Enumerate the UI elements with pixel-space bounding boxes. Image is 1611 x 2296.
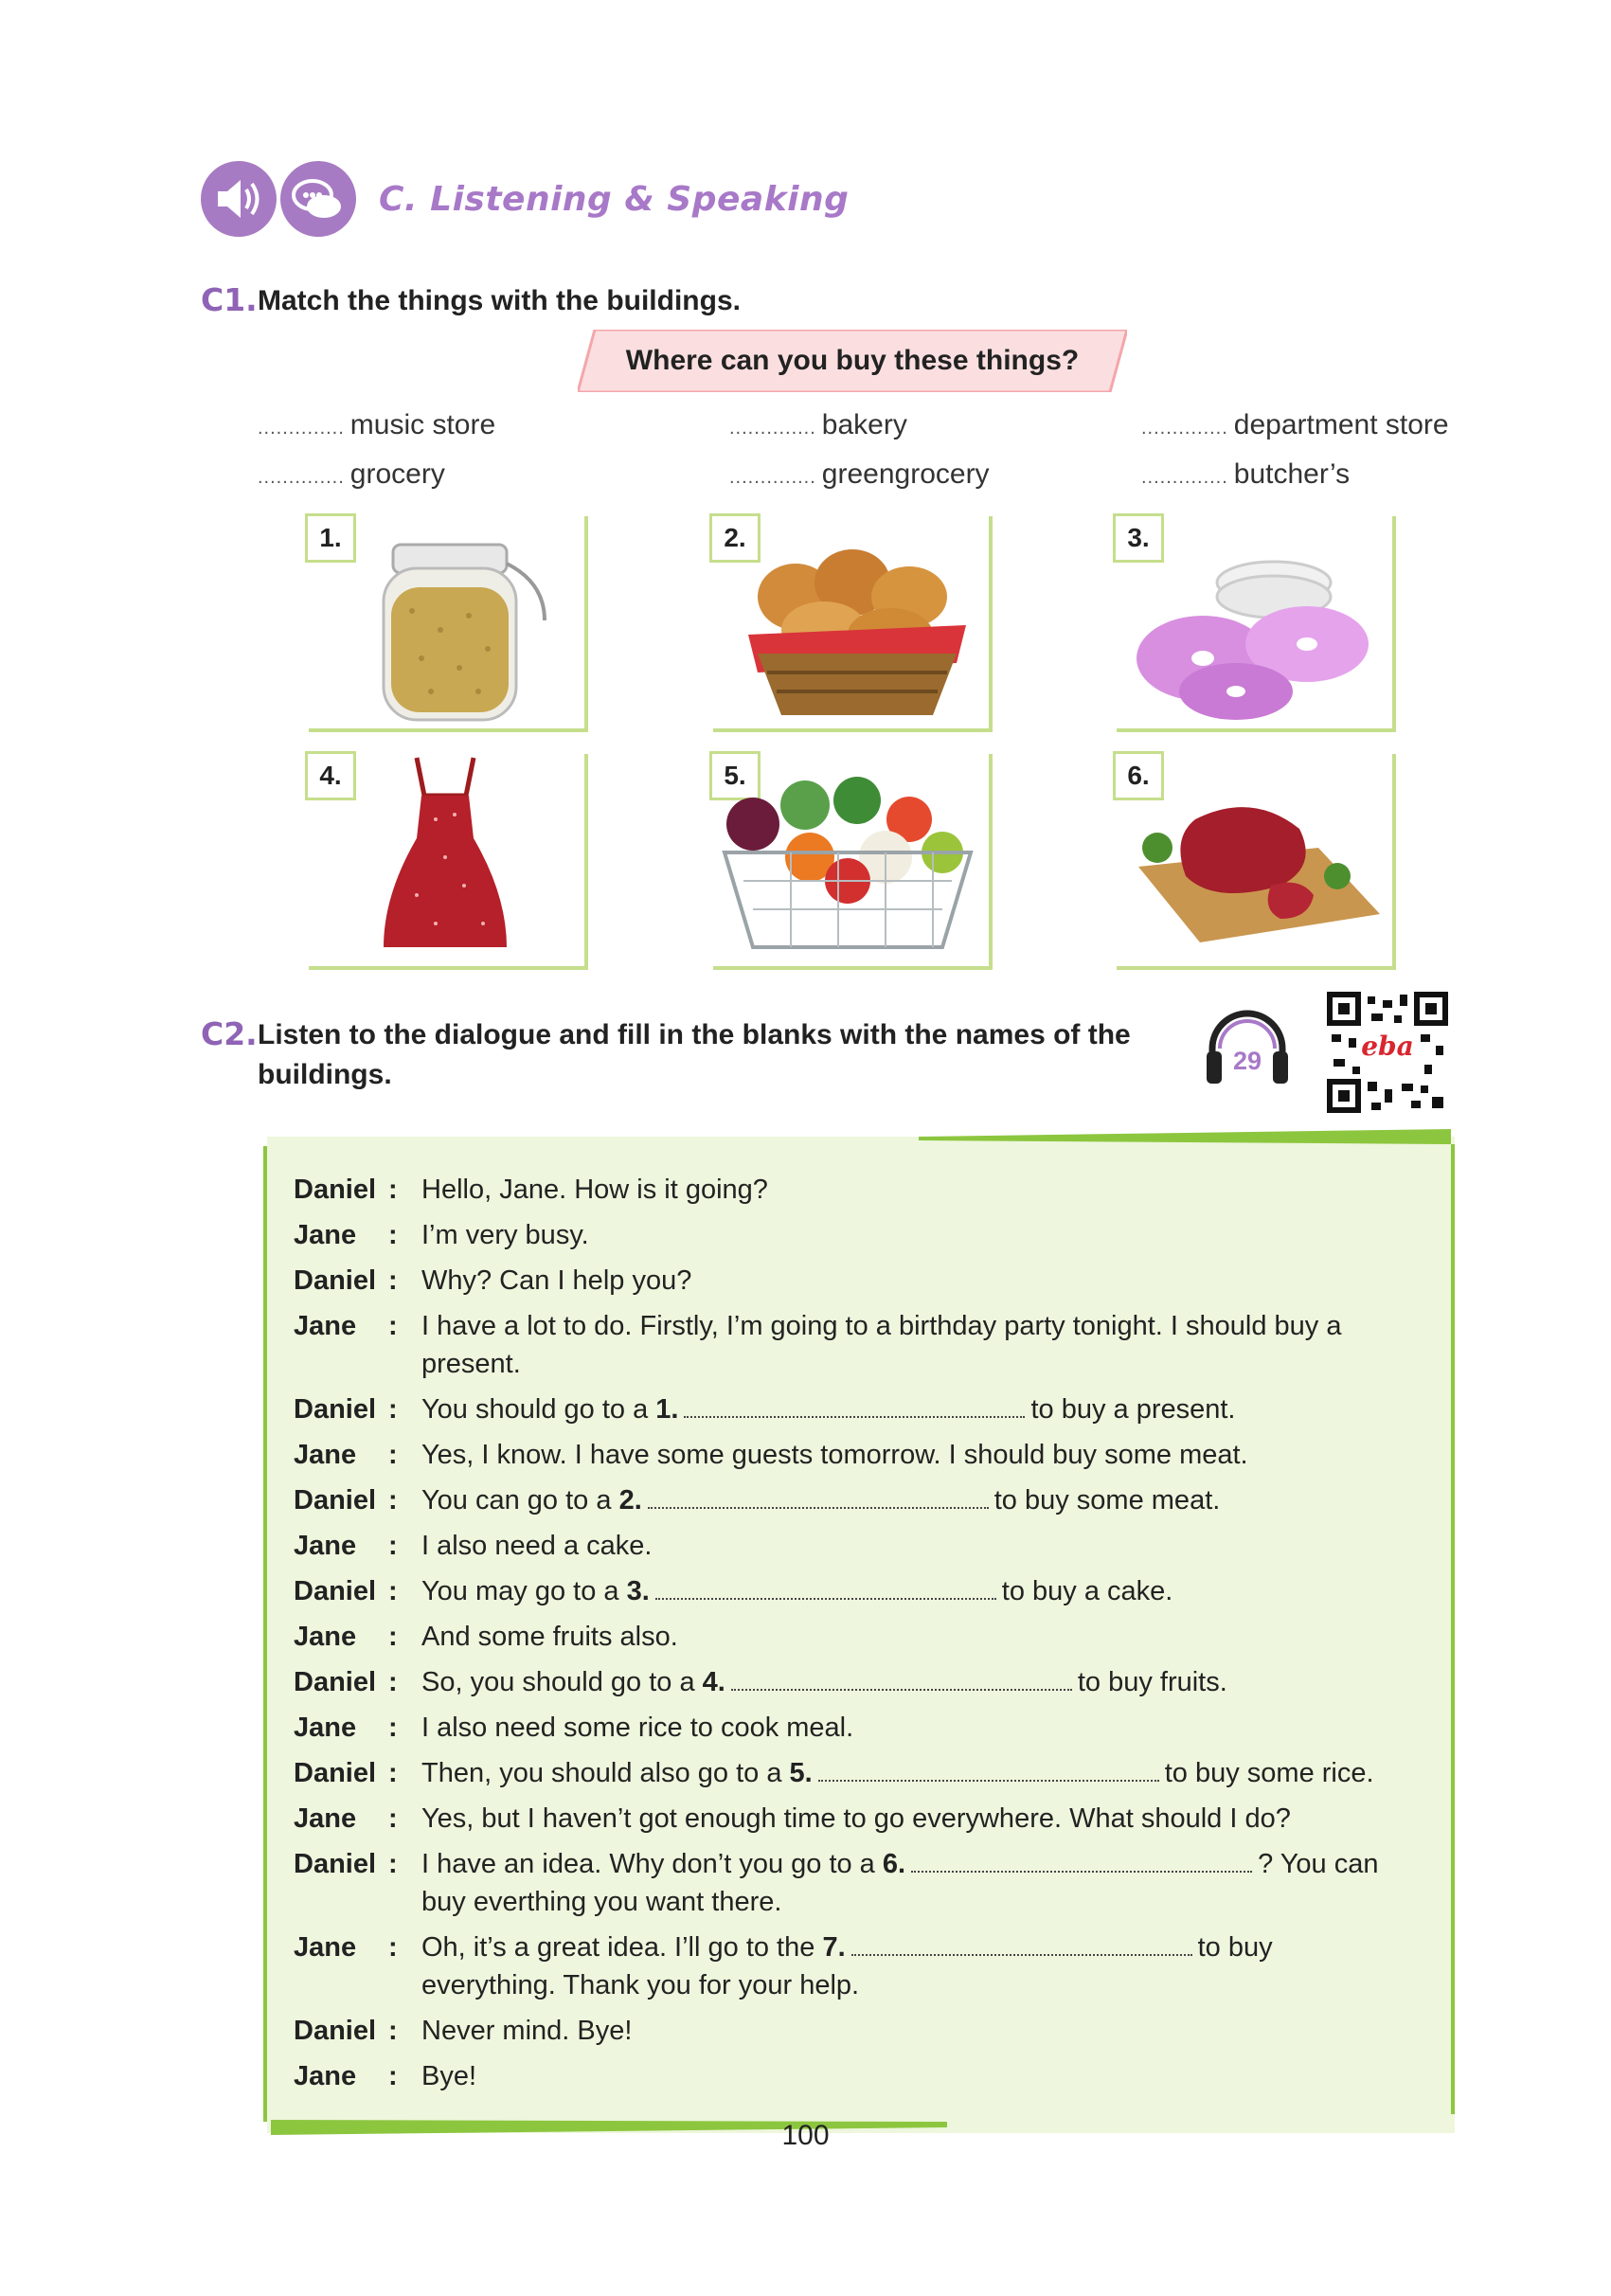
blank-number: 3. bbox=[626, 1576, 650, 1606]
dialogue-text bbox=[421, 1800, 1397, 1838]
dialogue-text-before: You should go to a bbox=[421, 1394, 656, 1425]
dialogue-text bbox=[421, 1390, 1397, 1428]
speaker-name: Daniel bbox=[294, 2016, 377, 2046]
section-title: C. Listening & Speaking bbox=[379, 180, 850, 219]
meat-on-board-icon bbox=[1119, 791, 1389, 952]
dialogue-text bbox=[421, 2012, 1397, 2050]
chat-bubble-icon bbox=[280, 161, 356, 237]
dialogue-text-before: You can go to a bbox=[421, 1485, 619, 1516]
page-number: 100 bbox=[781, 2120, 830, 2151]
speaker-name: Daniel bbox=[294, 1849, 377, 1879]
dialogue-text-after: to buy a cake. bbox=[1001, 1576, 1173, 1606]
dialogue-text-before: Never mind. Bye! bbox=[421, 2016, 633, 2046]
fill-in-blank[interactable] bbox=[818, 1757, 1159, 1782]
dialogue-text bbox=[421, 1307, 1397, 1383]
speaker-name: Jane bbox=[294, 1311, 357, 1341]
dialogue-text bbox=[421, 2057, 1397, 2095]
dialogue-text-before: I’m very busy. bbox=[421, 1220, 589, 1250]
qr-eba-logo: eba bbox=[1361, 1031, 1414, 1062]
dialogue-text bbox=[421, 1663, 1397, 1701]
option-butchers[interactable]: .............. butcher’s bbox=[1141, 458, 1351, 490]
option-greengrocery[interactable]: .............. greengrocery bbox=[729, 458, 990, 490]
speaker-colon: : bbox=[388, 2061, 398, 2091]
dialogue-text-before: Then, you should also go to a bbox=[421, 1758, 790, 1788]
speaker-icon bbox=[201, 161, 277, 237]
speaker-colon: : bbox=[388, 1713, 398, 1743]
option-department-store[interactable]: .............. department store bbox=[1141, 409, 1449, 440]
vegetable-basket-icon bbox=[715, 767, 980, 957]
speaker-name: Daniel bbox=[294, 1758, 377, 1788]
banner-question: Where can you buy these things? bbox=[625, 345, 1080, 376]
fill-in-blank[interactable] bbox=[684, 1393, 1025, 1418]
dialogue-text-before: I also need a cake. bbox=[421, 1531, 653, 1561]
dialogue-text bbox=[421, 1928, 1397, 2004]
item-number-6: 6. bbox=[1113, 751, 1164, 800]
option-grocery[interactable]: .............. grocery bbox=[258, 458, 445, 490]
bread-basket-icon bbox=[739, 540, 976, 720]
dialogue-text bbox=[421, 1481, 1397, 1519]
speaker-colon: : bbox=[388, 1394, 398, 1425]
dialogue-text bbox=[421, 1845, 1397, 1921]
speaker-name: Jane bbox=[294, 1220, 357, 1250]
speaker-colon: : bbox=[388, 1576, 398, 1606]
speaker-colon: : bbox=[388, 1622, 398, 1652]
dialogue-text-after: to buy some meat. bbox=[993, 1485, 1221, 1516]
speaker-name: Daniel bbox=[294, 1265, 377, 1296]
speaker-name: Jane bbox=[294, 1932, 357, 1963]
speaker-colon: : bbox=[388, 1932, 398, 1963]
option-music-store[interactable]: .............. music store bbox=[258, 409, 496, 440]
dialogue-text-before: You may go to a bbox=[421, 1576, 627, 1606]
fill-in-blank[interactable] bbox=[648, 1484, 989, 1509]
fill-in-blank[interactable] bbox=[911, 1848, 1252, 1873]
c1-number: C1. bbox=[201, 281, 258, 318]
dialogue-text-after: to buy some rice. bbox=[1164, 1758, 1374, 1788]
item-number-3: 3. bbox=[1113, 513, 1164, 563]
dialogue-text-before: I have a lot to do. Firstly, I’m going to a birthday party tonight. I should buy a present. bbox=[421, 1311, 1342, 1379]
dialogue-text-after: to buy a present. bbox=[1030, 1394, 1236, 1425]
speaker-name: Daniel bbox=[294, 1576, 377, 1606]
dialogue-text-before: I also need some rice to cook meal. bbox=[421, 1713, 854, 1743]
cds-icon bbox=[1132, 554, 1378, 725]
speaker-name: Daniel bbox=[294, 1667, 377, 1697]
blank-number: 2. bbox=[618, 1485, 642, 1516]
speaker-name: Jane bbox=[294, 1622, 357, 1652]
speaker-colon: : bbox=[388, 1667, 398, 1697]
red-dress-icon bbox=[379, 753, 511, 957]
blank-number: 4. bbox=[702, 1667, 725, 1697]
speaker-colon: : bbox=[388, 1311, 398, 1341]
dialogue-text-before: Hello, Jane. How is it going? bbox=[421, 1175, 768, 1205]
fill-in-blank[interactable] bbox=[731, 1666, 1072, 1691]
dialogue-text-before: Yes, I know. I have some guests tomorrow. I should buy some meat. bbox=[421, 1440, 1248, 1470]
speaker-name: Jane bbox=[294, 1803, 357, 1834]
dialogue-text-after: to buy everything. Thank you for your help. bbox=[421, 1932, 1273, 2000]
dialogue-text bbox=[421, 1436, 1397, 1474]
blank-number: 7. bbox=[822, 1932, 846, 1963]
dialogue-text bbox=[421, 1754, 1397, 1792]
blank-number: 5. bbox=[789, 1758, 813, 1788]
c2-number: C2. bbox=[201, 1015, 258, 1052]
dialogue-text-after: to buy fruits. bbox=[1077, 1667, 1227, 1697]
item-number-2: 2. bbox=[709, 513, 761, 563]
speaker-name: Jane bbox=[294, 1440, 357, 1470]
speaker-colon: : bbox=[388, 1265, 398, 1296]
dialogue-text-before: And some fruits also. bbox=[421, 1622, 678, 1652]
c2-instruction-line1: Listen to the dialogue and fill in the blanks with the names of the bbox=[258, 1019, 1131, 1050]
dialogue-text bbox=[421, 1171, 1397, 1209]
dialogue-text-before: So, you should go to a bbox=[421, 1667, 703, 1697]
c2-instruction-line2: buildings. bbox=[258, 1059, 392, 1090]
dialogue-text-before: Why? Can I help you? bbox=[421, 1265, 692, 1296]
item-number-4: 4. bbox=[305, 751, 356, 800]
dialogue-text bbox=[421, 1216, 1397, 1254]
c1-instruction: Match the things with the buildings. bbox=[258, 285, 741, 316]
speaker-colon: : bbox=[388, 1758, 398, 1788]
dialogue-text bbox=[421, 1618, 1397, 1656]
dialogue-text bbox=[421, 1527, 1397, 1565]
dialogue-text-before: I have an idea. Why don’t you go to a bbox=[421, 1849, 883, 1879]
speaker-name: Jane bbox=[294, 2061, 357, 2091]
item-number-1: 1. bbox=[305, 513, 356, 563]
speaker-colon: : bbox=[388, 1531, 398, 1561]
audio-track-number: 29 bbox=[1232, 1047, 1262, 1075]
option-bakery[interactable]: .............. bakery bbox=[729, 409, 907, 440]
fill-in-blank[interactable] bbox=[655, 1575, 996, 1600]
jar-of-rice-icon bbox=[365, 526, 554, 725]
speaker-name: Daniel bbox=[294, 1175, 377, 1205]
speaker-name: Jane bbox=[294, 1713, 357, 1743]
speaker-colon: : bbox=[388, 1175, 398, 1205]
speaker-colon: : bbox=[388, 1803, 398, 1834]
dialogue-text-before: Oh, it’s a great idea. I’ll go to the bbox=[421, 1932, 823, 1963]
speaker-colon: : bbox=[388, 2016, 398, 2046]
item-number-5: 5. bbox=[709, 751, 761, 800]
dialogue-text bbox=[421, 1262, 1397, 1300]
dialogue-text-before: Yes, but I haven’t got enough time to go everywhere. What should I do? bbox=[421, 1803, 1291, 1834]
dialogue-text-before: Bye! bbox=[421, 2061, 477, 2091]
speaker-colon: : bbox=[388, 1485, 398, 1516]
blank-number: 6. bbox=[882, 1849, 906, 1879]
speaker-colon: : bbox=[388, 1849, 398, 1879]
blank-number: 1. bbox=[655, 1394, 679, 1425]
fill-in-blank[interactable] bbox=[851, 1931, 1192, 1956]
dialogue-text bbox=[421, 1572, 1397, 1610]
dialogue-text-after: ? You can buy everthing you want there. bbox=[421, 1849, 1379, 1917]
speaker-colon: : bbox=[388, 1220, 398, 1250]
speaker-colon: : bbox=[388, 1440, 398, 1470]
speaker-name: Jane bbox=[294, 1531, 357, 1561]
dialogue-text bbox=[421, 1709, 1397, 1747]
speaker-name: Daniel bbox=[294, 1485, 377, 1516]
speaker-name: Daniel bbox=[294, 1394, 377, 1425]
